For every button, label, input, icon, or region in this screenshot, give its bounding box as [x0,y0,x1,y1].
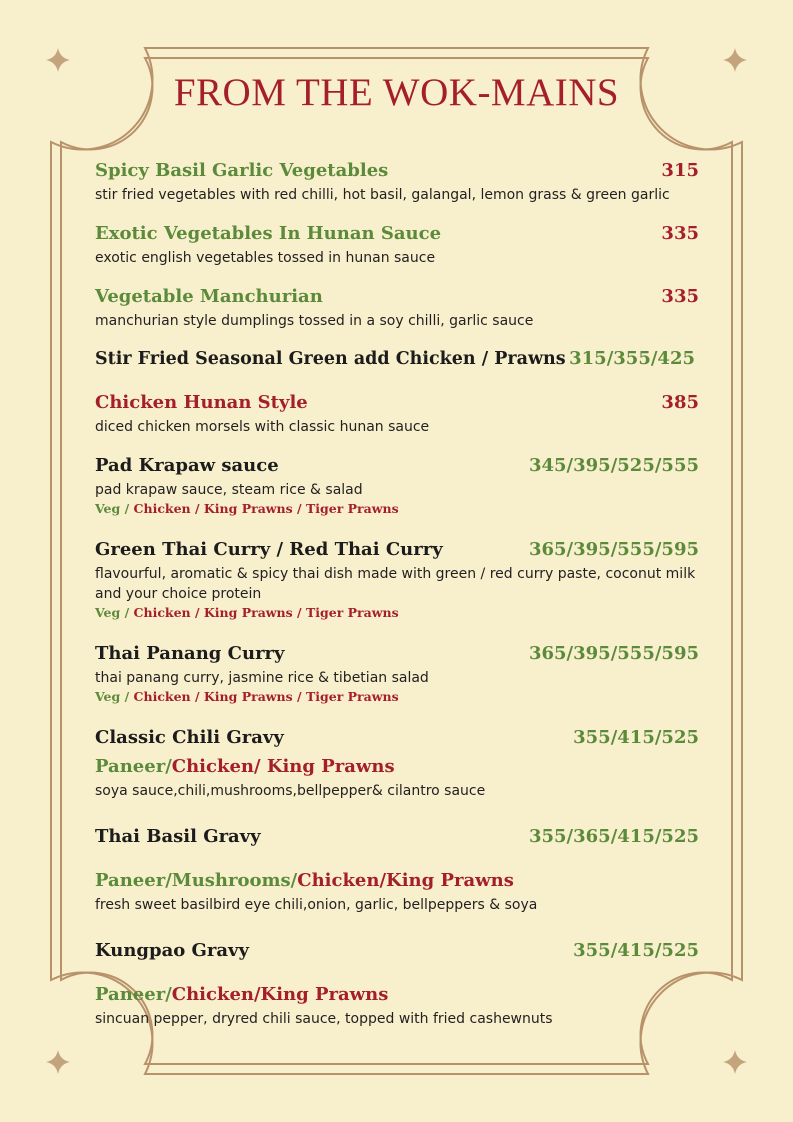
sparkle-icon [46,48,70,72]
protein-options: Veg / Chicken / King Prawns / Tiger Prawns [95,501,399,516]
item-description: pad krapaw sauce, steam rice & salad [95,482,363,498]
item-description: diced chicken morsels with classic hunan sauce [95,419,430,435]
item-price: 365/395/555/595 [528,539,699,560]
item-price: 345/395/525/555 [528,455,699,476]
menu-item [95,159,699,205]
menu-item [95,222,699,268]
menu-item [95,391,699,437]
item-name: Pad Krapaw sauce [95,455,279,476]
item-price: 355/415/525 [573,940,699,961]
item-description: fresh sweet basilbird eye chili,onion, garlic, bellpeppers & soya [95,897,538,913]
item-description: manchurian style dumplings tossed in a soy chilli, garlic sauce [95,313,534,329]
sparkle-icon [723,48,747,72]
item-price: 355/415/525 [573,727,699,748]
menu-item [95,642,699,705]
item-name: Thai Basil Gravy [95,826,261,847]
item-name: Chicken Hunan Style [95,392,308,413]
item-price: 355/365/415/525 [528,826,699,847]
item-price: 335 [661,286,699,307]
menu-item [95,825,699,915]
item-description: exotic english vegetables tossed in hunan sauce [95,250,436,266]
variant-veg: Paneer/ [95,756,172,777]
item-price: 365/395/555/595 [528,643,699,664]
variant-veg: Paneer/Mushrooms/ [95,870,298,891]
item-price: 335 [661,223,699,244]
menu-item [95,285,699,331]
item-name: Kungpao Gravy [95,940,249,961]
variant-veg: Paneer/ [95,984,172,1005]
option-veg: Veg [95,605,121,620]
sparkle-icon [723,1050,747,1074]
menu-item [95,939,699,1029]
option-king-prawns: King Prawns [203,605,293,620]
item-name: Green Thai Curry / Red Thai Curry [95,539,443,560]
option-king-prawns: King Prawns [203,501,293,516]
variant-nonveg: Chicken/ King Prawns [171,756,395,777]
sparkle-icon [46,1050,70,1074]
option-tiger-prawns: Tiger Prawns [305,501,399,516]
option-veg: Veg [95,501,121,516]
item-description: soya sauce,chili,mushrooms,bellpepper& cilantro sauce [95,783,486,799]
item-price: 385 [661,392,699,413]
item-name: Exotic Vegetables In Hunan Sauce [95,223,442,244]
item-variants [95,983,699,1007]
menu-item [95,538,699,621]
option-chicken: Chicken [133,689,191,704]
option-tiger-prawns: Tiger Prawns [305,605,399,620]
protein-options: Veg / Chicken / King Prawns / Tiger Prawns [95,605,399,620]
menu-item [95,347,699,371]
item-price: 315/355/425 [569,348,695,369]
option-tiger-prawns: Tiger Prawns [305,689,399,704]
item-variants [95,755,699,779]
option-chicken: Chicken [133,605,191,620]
item-name: Thai Panang Curry [95,643,285,664]
option-veg: Veg [95,689,121,704]
option-king-prawns: King Prawns [203,689,293,704]
variant-nonveg: Chicken/King Prawns [171,984,389,1005]
protein-options: Veg / Chicken / King Prawns / Tiger Prawns [95,689,399,704]
item-name: Stir Fried Seasonal Green add Chicken / Prawns [95,349,566,369]
variant-nonveg: Chicken/King Prawns [297,870,514,891]
item-price: 315 [661,160,699,181]
menu-item [95,454,699,517]
page-title: FROM THE WOK-MAINS [173,71,620,114]
item-description: flavourful, aromatic & spicy thai dish made with green / red curry paste, coconut milk and your choice protein [95,566,696,602]
menu-item [95,726,699,801]
item-description: thai panang curry, jasmine rice & tibetian salad [95,670,429,686]
item-description: stir fried vegetables with red chilli, hot basil, galangal, lemon grass & green garlic [95,187,670,203]
item-description: sincuan pepper, dryred chili sauce, topped with fried cashewnuts [95,1011,553,1027]
option-chicken: Chicken [133,501,191,516]
item-name: Classic Chili Gravy [95,727,284,748]
item-name: Vegetable Manchurian [95,286,323,307]
item-variants [95,869,699,893]
item-name: Spicy Basil Garlic Vegetables [95,160,389,181]
